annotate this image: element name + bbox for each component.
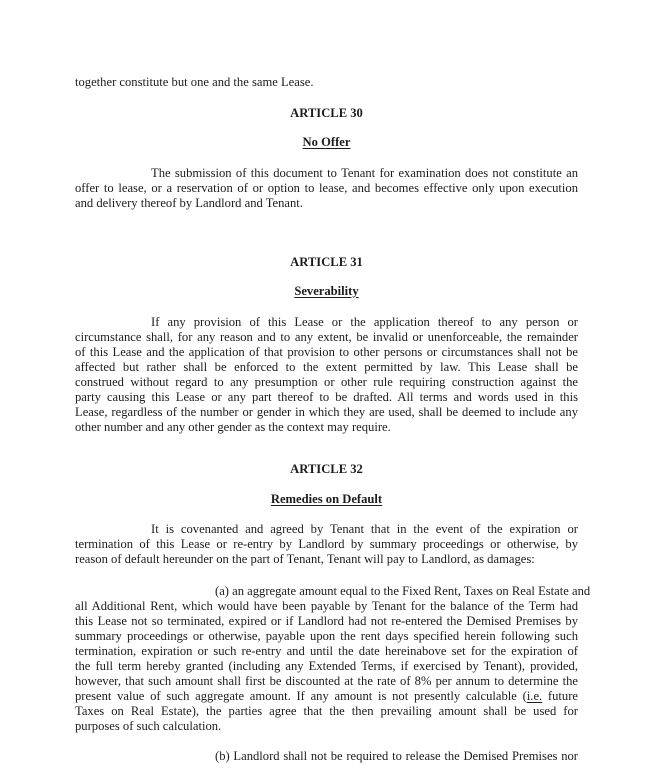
article-31-line: If any provision of this Lease or the application thereof to any person or: [151, 315, 578, 329]
article-31-title: [75, 284, 578, 299]
article-30-line: offer to lease, or a reservation of or option to lease, and becomes effective only upon execution: [75, 181, 578, 195]
article-31-line: affected but rather shall be enforced to the extent permitted by law. This Lease shall be: [75, 360, 578, 374]
article-31-line: Lease, regardless of the number or gender in which they are used, shall be deemed to include any: [75, 405, 578, 419]
intro-line: together constitute but one and the same Lease.: [75, 75, 314, 89]
clause-a-text: future: [542, 689, 579, 703]
article-31-title-text: Severability: [294, 284, 359, 298]
article-31-line: circumstance shall, for any reason and to any extent, be invalid or unenforceable, the remainder: [75, 330, 578, 344]
article-31-line: party causing this Lease or any part thereof to be drafted. All terms and words used in this: [75, 390, 578, 404]
article-30-title-text: No Offer: [302, 135, 351, 149]
article-31-line: of this Lease and the application of that provision to other persons or circumstances shall not be: [75, 345, 578, 359]
article-32-line: reason of default hereunder on the part of Tenant, Tenant will pay to Landlord, as damages:: [75, 552, 535, 566]
ie-abbreviation: i.e.: [526, 689, 543, 703]
clause-a-line: summary proceedings or otherwise, payable upon the rent days specified herein following such: [75, 629, 578, 643]
clause-a-line: termination, expiration or such re-entry and until the date hereinabove set for the expiration of: [75, 644, 578, 658]
article-32-title: [75, 492, 578, 507]
article-31-heading: ARTICLE 31: [290, 255, 363, 269]
clause-a-line: this Lease not so terminated, expired or if Landlord had not re-entered the Demised Premises by: [75, 614, 578, 628]
clause-a-text: present value of such aggregate amount. If any amount is not presently calculable (: [75, 689, 527, 703]
article-30-title: [75, 135, 578, 150]
article-32-line: It is covenanted and agreed by Tenant that in the event of the expiration or: [151, 522, 578, 536]
clause-a-line: [75, 689, 578, 704]
clause-b-line: (b) Landlord shall not be required to release the Demised Premises nor: [215, 749, 578, 763]
clause-a-line: Taxes on Real Estate), the parties agree that the then prevailing amount shall be used for: [75, 704, 578, 718]
clause-a-line: purposes of such calculation.: [75, 719, 222, 733]
article-32-line: termination of this Lease or re-entry by Landlord by summary proceedings or otherwise, by: [75, 537, 578, 551]
article-32-heading: ARTICLE 32: [290, 462, 363, 476]
clause-a-line: however, that such amount shall first be discounted at the rate of 8% per annum to determine the: [75, 674, 578, 688]
article-32-title-text: Remedies on Default: [270, 492, 383, 506]
article-31-line: construed without regard to any presumption or other rule requiring construction against the: [75, 375, 578, 389]
clause-a-line: the full term hereby granted (including any Extended Terms, if exercised by Tenant), provided,: [75, 659, 578, 673]
article-31-line: other number and any other gender as the context may require.: [75, 420, 391, 434]
article-30-line: and delivery thereof by Landlord and Tenant.: [75, 196, 303, 210]
clause-a-line: (a) an aggregate amount equal to the Fixed Rent, Taxes on Real Estate and: [215, 584, 591, 598]
article-30-line: The submission of this document to Tenant for examination does not constitute an: [151, 166, 578, 180]
clause-a-line: all Additional Rent, which would have been payable by Tenant for the balance of the Term had: [75, 599, 578, 613]
article-30-heading: ARTICLE 30: [290, 106, 363, 120]
